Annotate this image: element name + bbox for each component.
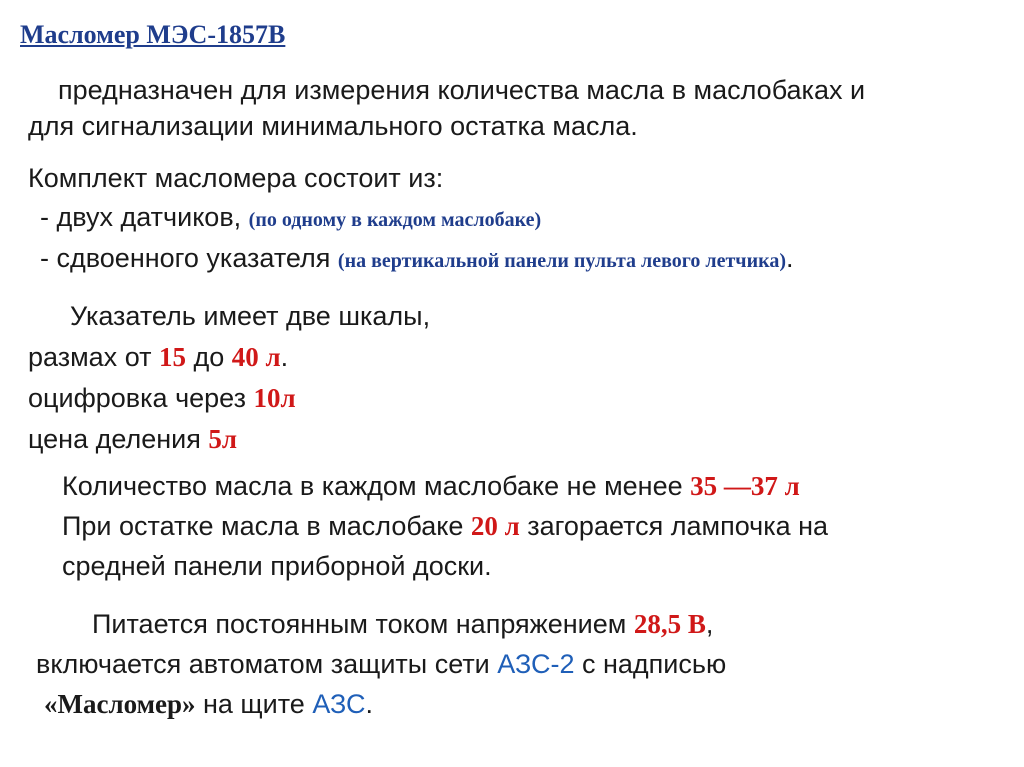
quantity-line-2-suffix: загорается лампочка на: [519, 511, 829, 541]
quantity-line-1-value: 35 —37 л: [690, 471, 800, 501]
scales-division-prefix: цена деления: [28, 424, 209, 454]
quantity-line-3: средней панели приборной доски.: [62, 551, 492, 581]
quantity-line-1: [62, 470, 800, 502]
power-azs-2: АЗС-2: [497, 649, 575, 679]
scales-division-value: 5л: [208, 424, 238, 454]
scales-range-end: .: [280, 342, 289, 372]
scales-digitization-value: 10л: [253, 383, 296, 413]
purpose-line-2: для сигнализации минимального остатка масла.: [28, 111, 638, 141]
kit-heading: Комплект масломера состоит из:: [28, 163, 444, 193]
scales-digitization: [28, 382, 296, 414]
power-line-1: [92, 608, 713, 640]
power-label-maslomer: «Масломер»: [44, 689, 196, 719]
power-line-3-end: .: [365, 689, 374, 719]
power-voltage: 28,5 В: [633, 609, 706, 639]
quantity-line-2-prefix: При остатке масла в маслобаке: [62, 511, 471, 541]
power-line-3-mid: на щите: [195, 689, 313, 719]
scales-range-prefix: размах от: [28, 342, 159, 372]
power-azs-panel: АЗС: [312, 689, 366, 719]
quantity-line-2-value: 20 л: [470, 511, 520, 541]
scales-range-mid: до: [185, 342, 232, 372]
kit-item-indicator-text: - сдвоенного указателя: [40, 243, 338, 273]
scales-range-min: 15: [158, 342, 186, 372]
kit-item-indicator-note: (на вертикальной панели пульта левого летчика): [337, 250, 786, 272]
scales-range-max: 40 л: [231, 342, 281, 372]
kit-item-sensors: [40, 201, 541, 236]
scales-heading: Указатель имеет две шкалы,: [70, 301, 431, 331]
purpose-line-1: предназначен для измерения количества масла в маслобаках и: [58, 75, 866, 105]
power-line-1-end: ,: [705, 609, 714, 639]
page-title: Масломер МЭС-1857В: [20, 20, 286, 49]
power-line-2: [36, 648, 726, 680]
quantity-line-1-prefix: Количество масла в каждом маслобаке не менее: [62, 471, 691, 501]
quantity-line-2: [62, 510, 828, 542]
power-line-3: [44, 688, 373, 720]
scales-division: [28, 423, 237, 455]
power-line-1-prefix: Питается постоянным током напряжением: [92, 609, 634, 639]
power-line-2-suffix: с надписью: [574, 649, 727, 679]
kit-item-indicator: [40, 242, 794, 277]
power-line-2-prefix: включается автоматом защиты сети: [36, 649, 498, 679]
scales-digitization-prefix: оцифровка через: [28, 383, 254, 413]
kit-item-sensors-text: - двух датчиков,: [40, 202, 249, 232]
kit-item-sensors-note: (по одному в каждом маслобаке): [248, 209, 542, 231]
kit-item-indicator-end: .: [785, 243, 794, 273]
scales-range: [28, 341, 288, 373]
